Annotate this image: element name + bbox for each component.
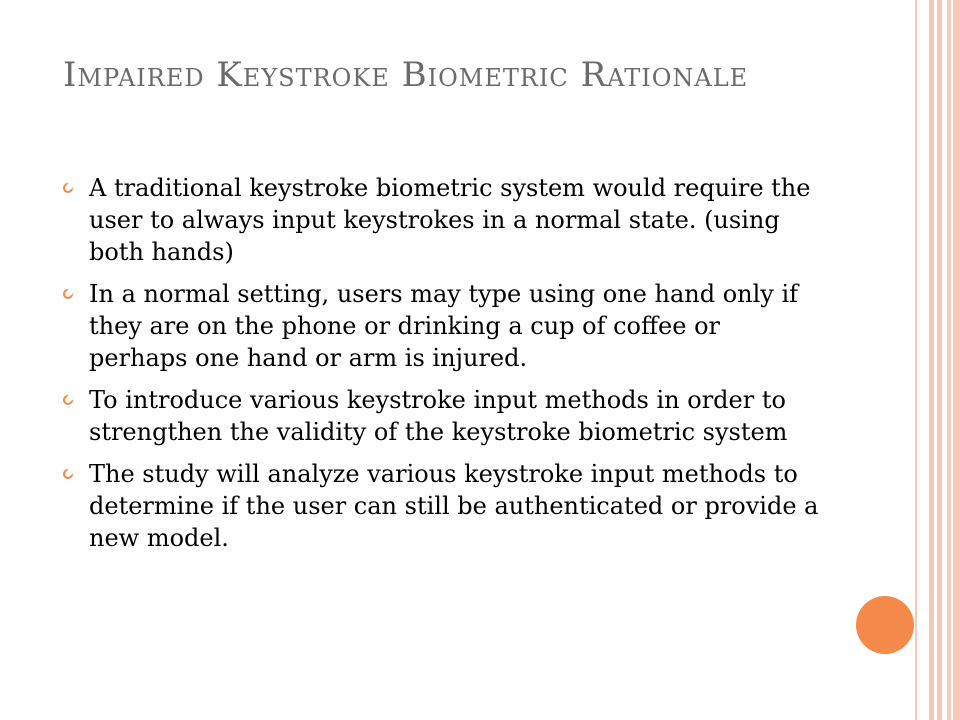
edge-stripe [951, 0, 953, 720]
bullet-text: A traditional keystroke biometric system would require the user to always input keystrokes in a normal state. (using both hands) [89, 174, 811, 266]
bullet-icon [63, 183, 73, 193]
bullet-item [63, 458, 823, 554]
bullet-item [63, 278, 823, 374]
bullet-item [63, 384, 823, 448]
edge-stripe [934, 0, 937, 720]
bullet-text: In a normal setting, users may type using one hand only if they are on the phone or drinking a cup of coffee or perhaps one hand or arm is injured. [89, 280, 799, 372]
orange-circle-icon [856, 596, 914, 654]
bullet-list [63, 172, 823, 564]
slide-title: Impaired Keystroke Biometric Rationale [63, 55, 749, 95]
bullet-item [63, 172, 823, 268]
bullet-icon [63, 469, 73, 479]
bullet-text: The study will analyze various keystroke input methods to determine if the user can still be authenticated or provide a new model. [89, 460, 819, 552]
bullet-icon [63, 395, 73, 405]
edge-stripe [917, 0, 929, 720]
bullet-text: To introduce various keystroke input methods in order to strengthen the validity of the keystroke biometric system [89, 386, 788, 446]
edge-stripe [942, 0, 947, 720]
bullet-icon [63, 289, 73, 299]
